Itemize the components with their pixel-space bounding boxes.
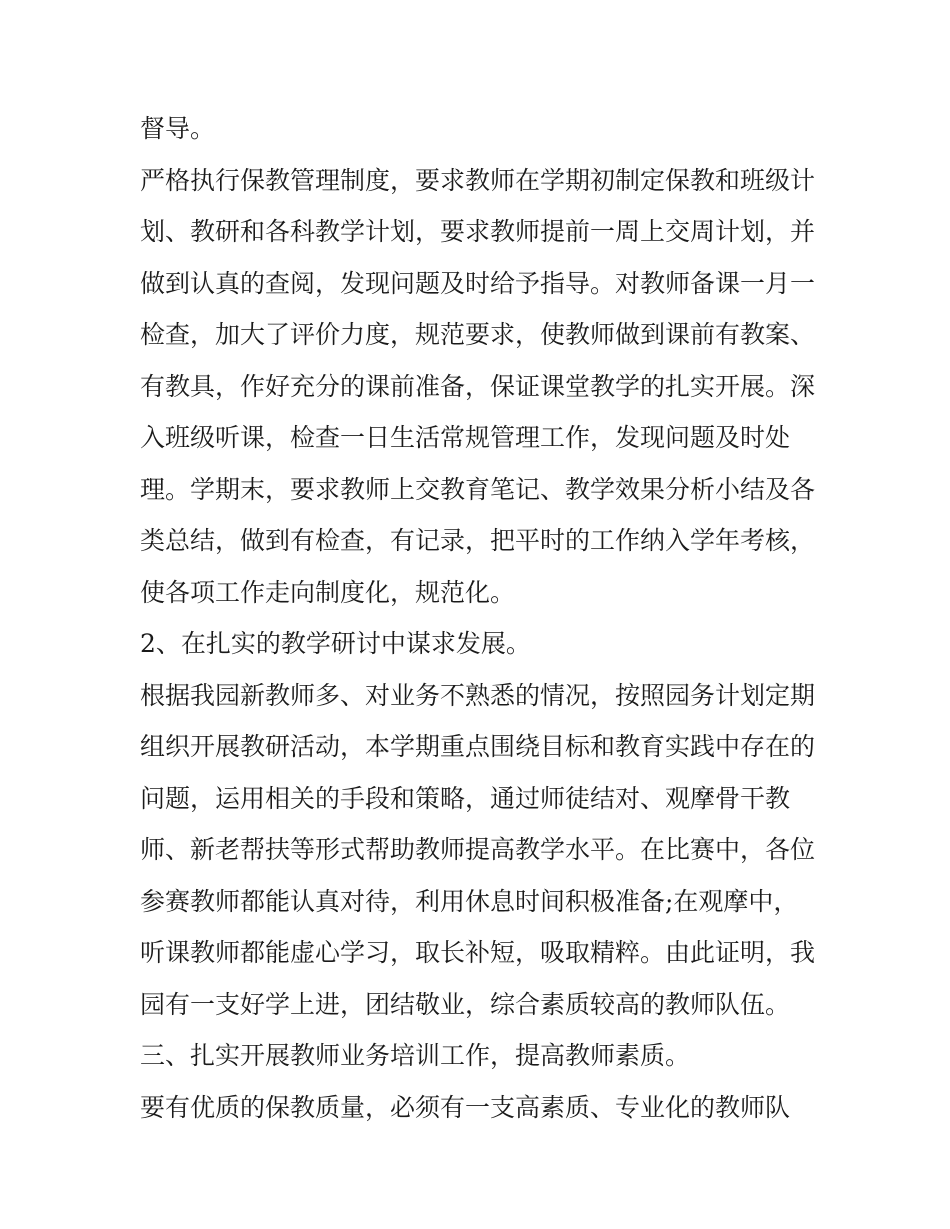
text-line: 组织开展教研活动，本学期重点围绕目标和教育实践中存在的 (140, 732, 816, 761)
text-line: 划、教研和各科教学计划，要求教师提前一周上交周计划，并 (140, 217, 816, 246)
section-heading: 三、扎实开展教师业务培训工作，提高教师素质。 (140, 1041, 691, 1070)
text-line: 做到认真的查阅，发现问题及时给予指导。对教师备课一月一 (140, 268, 816, 298)
text-line: 检查，加大了评价力度，规范要求，使教师做到课前有教案、 (140, 320, 816, 349)
text-line: 师、新老帮扶等形式帮助教师提高教学水平。在比赛中，各位 (140, 835, 816, 864)
text-line: 类总结，做到有检查，有记录，把平时的工作纳入学年考核， (140, 526, 816, 555)
text-line: 问题，运用相关的手段和策略，通过师徒结对、观摩骨干教 (140, 783, 791, 813)
text-line: 要有优质的保教质量，必须有一支高素质、专业化的教师队 (140, 1092, 791, 1122)
text-line: 园有一支好学上进，团结敬业，综合素质较高的教师队伍。 (140, 989, 791, 1019)
text-line: 理。学期末，要求教师上交教育笔记、教学效果分析小结及各 (140, 474, 816, 504)
section-heading: 2、在扎实的教学研讨中谋求发展。 (140, 629, 531, 658)
text-line: 参赛教师都能认真对待，利用休息时间积极准备;在观摩中， (140, 886, 799, 916)
text-line: 入班级听课，检查一日生活常规管理工作，发现问题及时处 (140, 423, 791, 452)
document-body (140, 103, 820, 1133)
text-line: 督导。 (140, 114, 216, 143)
text-line: 有教具，作好充分的课前准备，保证课堂教学的扎实开展。深 (140, 371, 816, 401)
text-line: 严格执行保教管理制度，要求教师在学期初制定保教和班级计 (140, 165, 816, 195)
text-line: 使各项工作走向制度化，规范化。 (140, 577, 516, 607)
text-line: 听课教师都能虚心学习，取长补短，吸取精粹。由此证明，我 (140, 938, 816, 967)
text-line: 根据我园新教师多、对业务不熟悉的情况，按照园务计划定期 (140, 680, 816, 710)
